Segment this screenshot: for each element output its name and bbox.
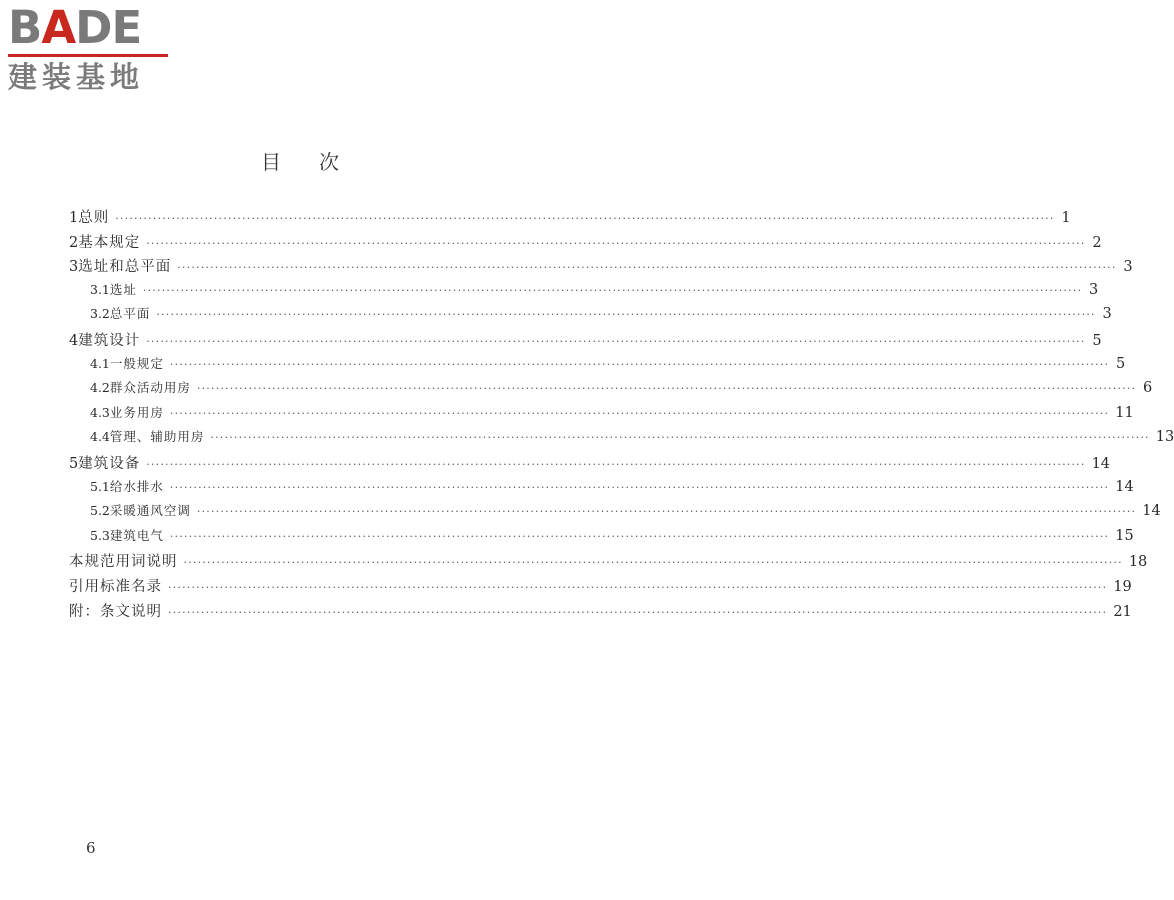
toc-entry-page: 18 xyxy=(1128,554,1148,571)
toc-entry-page: 13 xyxy=(1155,429,1174,446)
toc-entry-page: 14 xyxy=(1142,503,1161,520)
toc-entry-number: 4.4 xyxy=(90,429,110,445)
toc-entry[interactable] xyxy=(69,329,1102,354)
toc-entry-number: 5.1 xyxy=(90,478,110,494)
toc-entry-number: 3.1 xyxy=(90,281,110,297)
toc-entry[interactable] xyxy=(69,403,1134,428)
toc-entry[interactable] xyxy=(69,501,1161,526)
toc-entry-label: 给水排水 xyxy=(109,478,164,494)
toc-entry-label: 基本规定 xyxy=(78,234,141,251)
toc-entry-number: 5.2 xyxy=(90,503,110,519)
toc-entry[interactable] xyxy=(69,600,1132,625)
toc-entry-page: 3 xyxy=(1089,281,1099,298)
toc-entry-page: 21 xyxy=(1113,603,1132,620)
toc-entry[interactable] xyxy=(69,280,1099,305)
toc-entry-number: 2 xyxy=(69,234,79,251)
dot-leader: ········································································································································································································ xyxy=(168,580,1108,594)
toc-entry-page: 1 xyxy=(1061,210,1071,226)
toc-entry[interactable] xyxy=(69,231,1102,256)
toc-entry[interactable] xyxy=(69,206,1071,231)
toc-entry-number: 5 xyxy=(69,455,79,472)
toc-entry[interactable] xyxy=(69,354,1126,379)
dot-leader: ········································································································································································································ xyxy=(168,605,1108,619)
logo-chinese: 建装基地 xyxy=(8,60,145,94)
logo xyxy=(8,1,178,94)
dot-leader: ········································································································································································································ xyxy=(156,308,1096,322)
toc-entry-number: 1 xyxy=(69,210,79,226)
dot-leader: ········································································································································································································ xyxy=(146,457,1086,471)
toc-entry-number: 5.3 xyxy=(90,527,110,543)
logo-wordmark: BADE xyxy=(8,1,142,54)
toc-entry-label: 一般规定 xyxy=(109,355,164,371)
toc-entry-page: 11 xyxy=(1115,404,1134,421)
toc-entry[interactable] xyxy=(69,575,1132,600)
toc-entry-label: 本规范用词说明 xyxy=(69,554,178,571)
toc-entry-page: 19 xyxy=(1113,578,1132,595)
toc-entry[interactable] xyxy=(69,378,1153,403)
toc-entry[interactable] xyxy=(69,304,1112,329)
toc-entry-label: 管理、辅助用房 xyxy=(109,429,205,445)
toc-entry-label: 建筑电气 xyxy=(109,527,164,543)
toc-entry[interactable] xyxy=(69,526,1134,551)
dot-leader: ········································································································································································································ xyxy=(169,357,1110,371)
dot-leader: ········································································································································································································ xyxy=(196,382,1137,396)
dot-leader: ········································································································································································································ xyxy=(146,236,1086,250)
toc-entry-label: 总则 xyxy=(78,210,110,226)
toc-entry-page: 5 xyxy=(1092,332,1102,349)
dot-leader: ········································································································································································································ xyxy=(169,480,1110,494)
toc-entry-label: 建筑设备 xyxy=(78,455,141,472)
toc-entry-page: 2 xyxy=(1092,234,1102,251)
dot-leader: ········································································································································································································ xyxy=(169,406,1110,420)
toc-entry-page: 14 xyxy=(1091,455,1111,472)
toc-entry-label: 采暖通风空调 xyxy=(109,503,191,519)
toc-entry-page: 3 xyxy=(1102,306,1112,323)
toc-entry-label: 群众活动用房 xyxy=(109,380,191,396)
toc-entry-label: 总平面 xyxy=(109,306,151,322)
toc-entry-number: 3.2 xyxy=(90,306,110,322)
toc-entry-page: 5 xyxy=(1116,355,1126,372)
dot-leader: ········································································································································································································ xyxy=(210,431,1150,445)
toc-entry-label: 附：条文说明 xyxy=(69,603,162,620)
dot-leader: ········································································································································································································ xyxy=(142,283,1083,297)
toc-entry[interactable] xyxy=(69,255,1133,280)
dot-leader: ········································································································································································································ xyxy=(177,261,1117,275)
toc-entry-page: 15 xyxy=(1115,527,1134,544)
dot-leader: ········································································································································································································ xyxy=(115,212,1055,225)
toc-entry-label: 业务用房 xyxy=(109,404,164,420)
page-number: 6 xyxy=(86,839,96,857)
toc-entry-label: 建筑设计 xyxy=(78,332,141,349)
toc-entry-label: 选址 xyxy=(109,281,137,297)
toc-entry-page: 6 xyxy=(1143,380,1153,397)
toc-entry[interactable] xyxy=(69,477,1134,502)
dot-leader: ········································································································································································································ xyxy=(146,334,1086,348)
toc-entry[interactable] xyxy=(69,550,1148,575)
dot-leader: ········································································································································································································ xyxy=(196,505,1137,519)
toc-entry-label: 选址和总平面 xyxy=(78,259,172,276)
dot-leader: ········································································································································································································ xyxy=(183,556,1123,570)
toc-entry-number: 4.2 xyxy=(90,380,110,396)
toc-entry-number: 4.3 xyxy=(90,404,110,420)
toc-entry-number: 3 xyxy=(69,259,79,276)
toc-entry-number: 4 xyxy=(69,332,79,349)
table-of-contents xyxy=(69,206,1174,624)
dot-leader: ········································································································································································································ xyxy=(169,529,1110,543)
toc-entry-label: 引用标准名录 xyxy=(69,578,162,595)
toc-entry[interactable] xyxy=(69,427,1174,452)
toc-entry[interactable] xyxy=(69,452,1111,477)
page-title: 目次 xyxy=(261,150,377,174)
logo-rule xyxy=(8,54,168,57)
toc-entry-page: 3 xyxy=(1123,259,1133,276)
toc-entry-number: 4.1 xyxy=(90,355,110,371)
toc-entry-page: 14 xyxy=(1115,478,1134,495)
